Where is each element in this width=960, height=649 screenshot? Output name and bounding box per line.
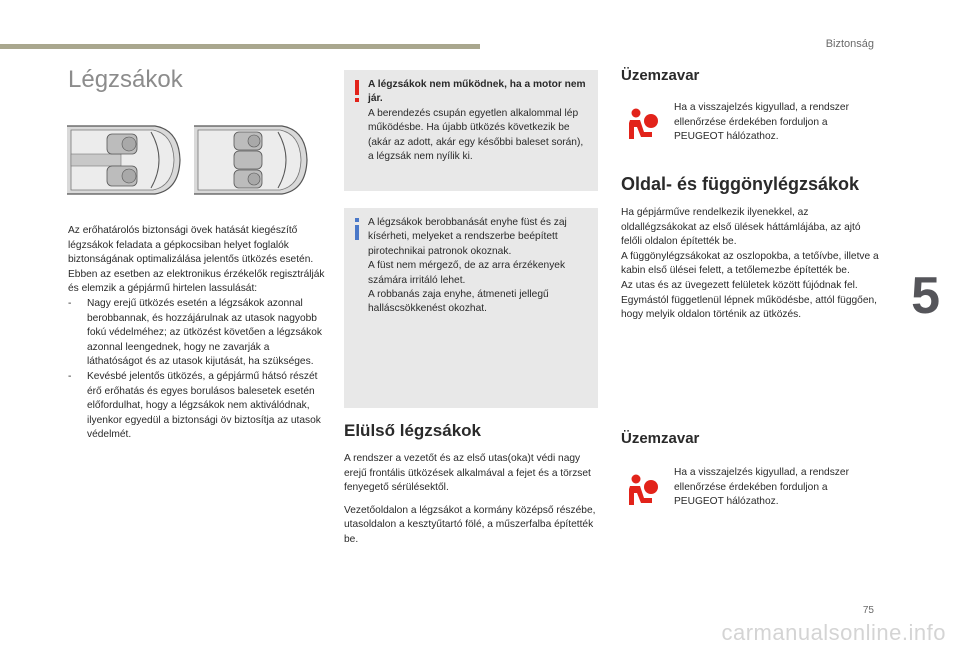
deployment-list [68, 297, 326, 443]
side-airbags-text [621, 206, 879, 323]
info-paragraph: A légzsákok berobbanását enyhe füst és zaj kísérheti, melyeket a rendszerbe beépített pirotechnikai patronok okoznak. [368, 217, 567, 257]
intro-paragraph: Az erőhatárolós biztonsági övek hatását kiegészítő légzsákok feladata a gépkocsiban helyet foglalók biztonságának optimalizálása jelentős ütközés esetén. [68, 225, 314, 266]
header-rule [0, 44, 480, 49]
info-text [368, 216, 590, 317]
side-paragraph: A függönylégzsákokat az oszlopokba, a tetőívbe, illetve a kabin első ülései felett, a tetőlemezbe építették be. [621, 250, 879, 277]
info-icon [352, 216, 362, 242]
side-paragraph: Az utas és az üvegezett felületek között fújódnak fel. Egymástól függetlenül lépnek működésbe, attól függően, hogy melyik oldalon történik az ütközés. [621, 279, 877, 321]
page-number: 75 [862, 605, 874, 616]
front-paragraph: A rendszer a vezetőt és az első utas(oka)t védi nagy erejű frontális ütközések alkalmával a fejet és a törzset fenyegető sérülésektől. [344, 453, 591, 494]
section-label: Biztonság [825, 38, 874, 50]
info-paragraph: A füst nem mérgező, de az arra érzékenyek számára irritáló lehet. [368, 260, 566, 286]
chapter-number: 5 [911, 267, 940, 325]
car-seats-illustration-1 [67, 120, 181, 200]
info-paragraph: A robbanás zaja enyhe, átmeneti jellegű halláscsökkenést okozhat. [368, 289, 549, 315]
page-title: Légzsákok [68, 66, 183, 93]
side-paragraph: Ha gépjárműve rendelkezik ilyenekkel, az oldallégzsákokat az első ülések háttámlájába, az ajtó felőli oldalon építették be. [621, 207, 861, 248]
intro-text [68, 224, 326, 443]
warning-body: A berendezés csupán egyetlen alkalommal lép működésbe. Ha újabb ütközés következik be (akár az adott, akár egy későbbi baleset során), a légzsák nem nyílik ki. [368, 107, 584, 163]
front-airbags-heading: Elülső légzsákok [344, 421, 481, 440]
warning-heading: A légzsákok nem működnek, ha a motor nem jár. [368, 79, 586, 105]
exclamation-icon [352, 78, 362, 104]
malfunction-text: Ha a visszajelzés kigyullad, a rendszer ellenőrzése érdekében forduljon a PEUGEOT hálózathoz. [674, 102, 849, 143]
malfunction-text: Ha a visszajelzés kigyullad, a rendszer ellenőrzése érdekében forduljon a PEUGEOT hálózathoz. [674, 467, 849, 508]
front-paragraph: Vezetőoldalon a légzsákot a kormány középső részébe, utasoldalon a kesztyűtartó fölé, a műszerfalba építették be. [344, 504, 596, 545]
front-airbags-text [344, 452, 598, 548]
warning-box [344, 70, 598, 191]
malfunction-heading: Üzemzavar [621, 67, 700, 84]
car-seats-illustration-2 [194, 120, 308, 200]
list-item: - Nagy erejű ütközés esetén a légzsákok azonnal berobbannak, és hozzájárulnak az utasok nagyobb fokú védelméhez; az ütközést követően a légzsákok azonnal leengednek, hogy ne zavarják a láthatóságot és az utasok kijutását, ha szükséges. [68, 297, 326, 370]
intro-paragraph: Ebben az esetben az elektronikus érzékelők regisztrálják és elemzik a gépjármű hirtelen lassulását: [68, 268, 325, 295]
malfunction-heading: Üzemzavar [621, 430, 700, 447]
list-item: - Kevésbé jelentős ütközés, a gépjármű hátsó részét érő erőhatás és egyes borulásos balesetek esetén előfordulhat, hogy a légzsákok nem aktiválódnak, ilyenkor egyedül a biztonsági öv biztosítja az utasok védelmét. [68, 370, 326, 443]
airbag-warning-icon [624, 471, 662, 509]
airbag-warning-icon [624, 105, 662, 143]
warning-text [368, 78, 590, 164]
info-box [344, 208, 598, 408]
watermark: carmanualsonline.info [721, 620, 946, 645]
side-airbags-heading: Oldal- és függönylégzsákok [621, 174, 860, 194]
